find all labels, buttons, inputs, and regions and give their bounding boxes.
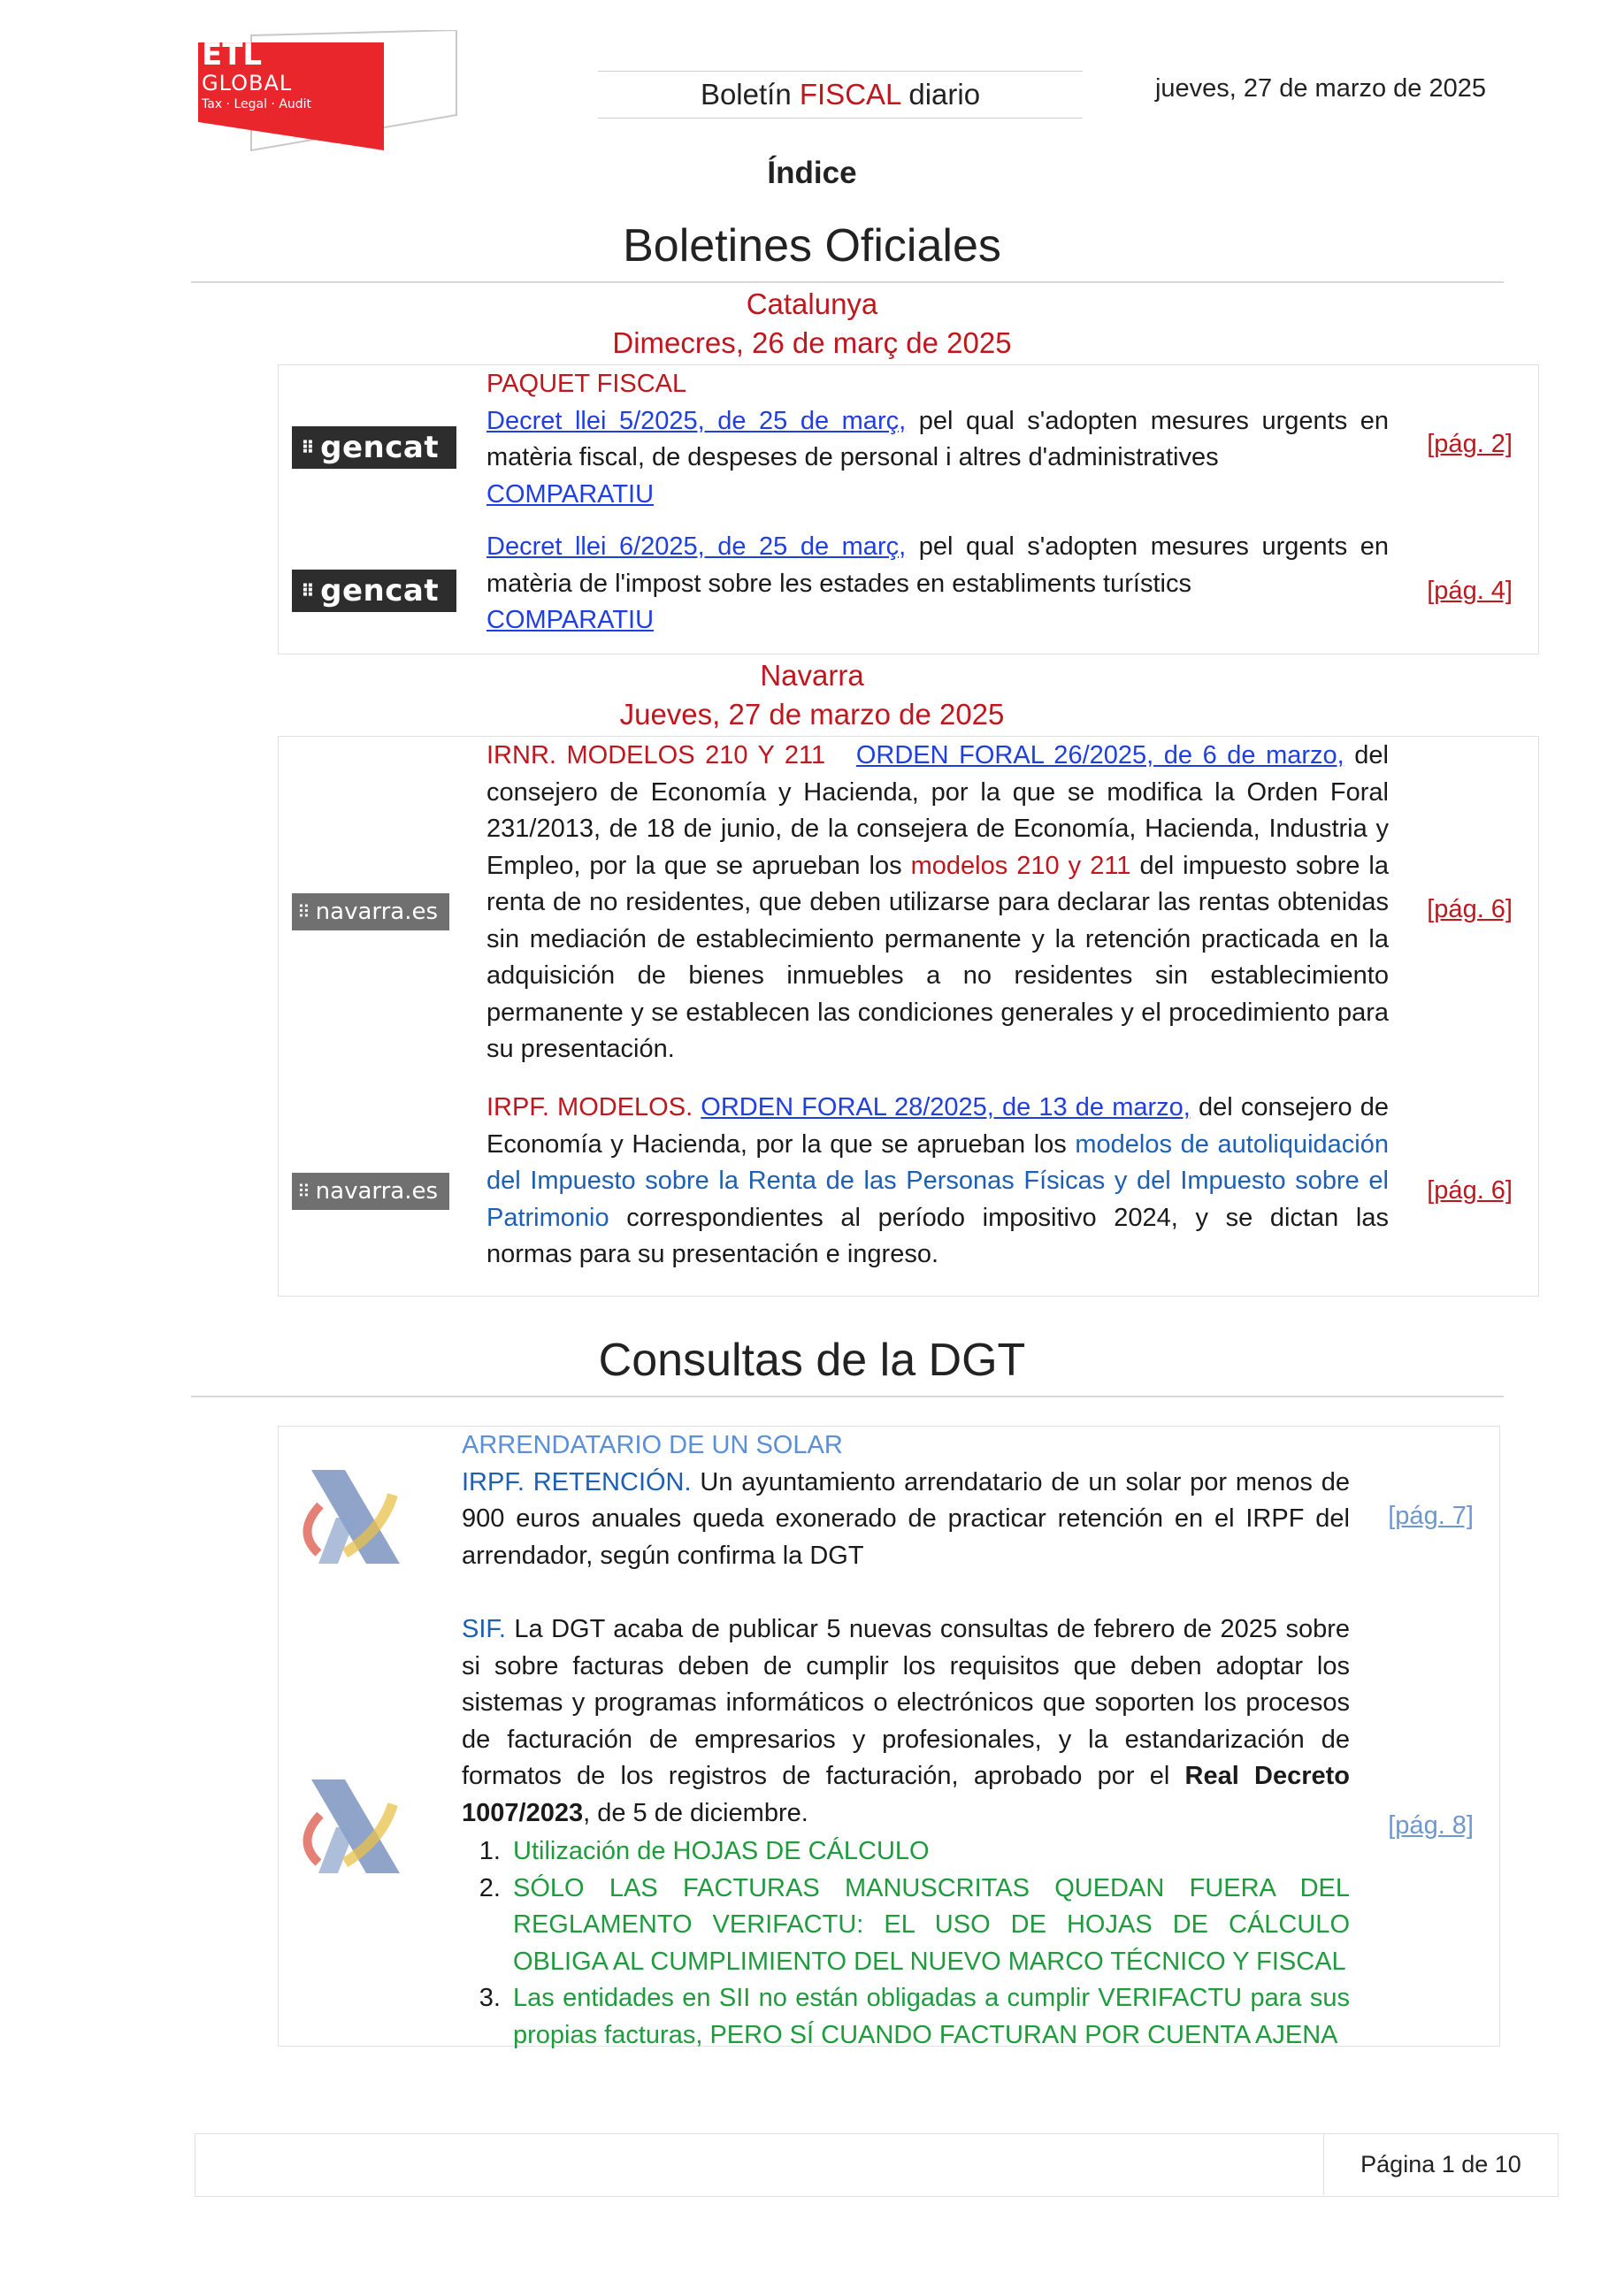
item-tag: PAQUET FISCAL	[486, 370, 687, 398]
item-tag: IRPF. MODELOS.	[486, 1093, 693, 1121]
page-ref-link[interactable]: [pág. 2]	[1427, 430, 1513, 458]
navarra-dots-icon: ⠿	[297, 901, 310, 922]
orden-foral-28-link[interactable]: ORDEN FORAL 28/2025, de 13 de marzo,	[701, 1093, 1191, 1121]
gencat-logo-text: gencat	[320, 430, 440, 465]
navarra-logo-text: navarra.es	[315, 1178, 439, 1205]
catalunya-item-1	[486, 366, 1389, 513]
aeat-logo-icon	[294, 1468, 403, 1565]
title-accent: FISCAL	[799, 78, 901, 111]
date-navarra: Jueves, 27 de marzo de 2025	[619, 698, 1005, 731]
title-post: diario	[900, 78, 981, 111]
gencat-logo	[292, 426, 456, 469]
orden-foral-26-link[interactable]: ORDEN FORAL 26/2025, de 6 de marzo,	[855, 741, 1344, 769]
logo-etl-text: ETL	[202, 37, 263, 73]
index-heading: Índice	[767, 156, 857, 190]
page-ref-link[interactable]: [pág. 8]	[1388, 1811, 1474, 1840]
navarra-item-1	[486, 738, 1389, 1068]
header-date: jueves, 27 de marzo de 2025	[1154, 74, 1486, 103]
item-text: del consejero de Economía y Hacienda, por la que se aprueban los	[486, 1093, 1389, 1159]
list-item[interactable]	[508, 1833, 1350, 1871]
etl-global-logo	[198, 30, 460, 154]
section-divider	[191, 281, 1504, 283]
gencat-logo-text: gencat	[320, 573, 440, 608]
section-divider	[191, 1396, 1504, 1397]
comparatiu-link[interactable]: COMPARATIU	[486, 479, 655, 509]
logo-tagline-text: Tax · Legal · Audit	[202, 97, 312, 111]
aeat-logo	[294, 1778, 403, 1875]
item-tag: IRNR. MODELOS 210 Y 211	[486, 741, 826, 769]
item-text: del consejero de Economía y Hacienda, por la que se modifica la Orden Foral 231/2013, de 18 de junio, de la consejera de Economía, Hacienda, Industria y Empleo, por la que se aprueban los	[486, 741, 1389, 880]
list-item-text: SÓLO LAS FACTURAS MANUSCRITAS QUEDAN FUERA DEL REGLAMENTO VERIFACTU: EL USO DE HOJAS DE CÁLCULO OBLIGA AL CUMPLIMIENTO DEL NUEVO MARCO TÉCNICO Y FISCAL	[513, 1873, 1350, 1976]
aeat-logo-icon	[294, 1778, 403, 1875]
real-decreto-text: Real Decreto 1007/2023	[462, 1762, 1350, 1827]
section-title-boletines: Boletines Oficiales	[623, 220, 1001, 272]
comparatiu-link[interactable]: COMPARATIU	[486, 606, 655, 634]
date-catalunya: Dimecres, 26 de març de 2025	[612, 326, 1012, 359]
navarra-logo-text: navarra.es	[315, 899, 439, 925]
section-title-consultas: Consultas de la DGT	[598, 1335, 1026, 1386]
page-ref-link[interactable]: [pág. 6]	[1427, 895, 1513, 923]
navarra-item-2	[486, 1090, 1389, 1274]
item-text: Un ayuntamiento arrendatario de un solar por menos de 900 euros anuales queda exonerado de practicar retención en el IRPF del arrendador, según confirma la DGT	[462, 1467, 1350, 1570]
item-tag: SIF.	[462, 1615, 506, 1643]
item-text: pel qual s'adopten mesures urgents en matèria fiscal, de despeses de personal i altres d'administratives	[486, 406, 1389, 471]
item-text: del impuesto sobre la renta de no residentes, que deben utilizarse para declarar las rentas obtenidas sin mediación de establecimiento permanente y la retención practicada en la adquisición de bienes inmuebles a no residentes sin establecimiento permanente y se establecen las condiciones generales y el procedimiento para su presentación.	[486, 851, 1389, 1063]
list-item[interactable]	[508, 1871, 1350, 1981]
navarra-logo	[292, 893, 449, 930]
region-navarra: Navarra	[760, 659, 864, 692]
item-highlight: modelos 210 y 211	[910, 851, 1131, 880]
logo-global-text: GLOBAL	[202, 71, 293, 96]
decret-llei-6-link[interactable]: Decret llei 6/2025, de 25 de març,	[486, 532, 907, 561]
item-highlight: modelos de autoliquidación del Impuesto sobre la Renta de las Personas Físicas y del Impuesto sobre el Patrimonio	[486, 1129, 1389, 1232]
navarra-logo	[292, 1173, 449, 1210]
page-ref-link[interactable]: [pág. 4]	[1427, 577, 1513, 605]
gencat-dots-icon: ⠿	[301, 580, 316, 601]
catalunya-item-2	[486, 529, 1389, 639]
item-text: , de 5 de diciembre.	[583, 1798, 808, 1827]
list-item-text: Las entidades en SII no están obligadas a cumplir VERIFACTU para sus propias facturas, PERO SÍ CUANDO FACTURAN POR CUENTA AJENA	[513, 1984, 1350, 2049]
consulta-item-1	[462, 1427, 1350, 1574]
page-ref-link[interactable]: [pág. 7]	[1388, 1502, 1474, 1530]
list-item[interactable]	[508, 1980, 1350, 2054]
list-item-text: Utilización de HOJAS DE CÁLCULO	[513, 1837, 930, 1865]
consulta-item-2	[462, 1611, 1350, 2054]
title-pre: Boletín	[700, 78, 800, 111]
bulletin-title	[598, 71, 1083, 119]
consulta-heading: ARRENDATARIO DE UN SOLAR	[462, 1431, 843, 1459]
navarra-dots-icon: ⠿	[297, 1181, 310, 1202]
aeat-logo	[294, 1468, 403, 1565]
page-ref-link[interactable]: [pág. 6]	[1427, 1176, 1513, 1205]
gencat-logo	[292, 570, 456, 612]
consulta-list	[462, 1833, 1350, 2054]
page-number: Página 1 de 10	[1323, 2133, 1558, 2195]
item-tag: IRPF. RETENCIÓN.	[462, 1467, 692, 1496]
item-text: correspondientes al período impositivo 2024, y se dictan las normas para su presentación e ingreso.	[486, 1203, 1389, 1268]
item-text: pel qual s'adopten mesures urgents en matèria de l'impost sobre les estades en establiments turístics	[486, 532, 1389, 598]
decret-llei-5-link[interactable]: Decret llei 5/2025, de 25 de març,	[486, 406, 907, 435]
region-catalunya: Catalunya	[746, 287, 878, 320]
item-text: La DGT acaba de publicar 5 nuevas consultas de febrero de 2025 sobre si sobre facturas deben de cumplir los requisitos que deben adoptar los sistemas y programas informáticos o electrónicos que soporten los procesos de facturación de empresarios y profesionales, y la estandarización de formatos de los registros de facturación, aprobado por el	[462, 1615, 1350, 1790]
gencat-dots-icon: ⠿	[301, 437, 316, 458]
